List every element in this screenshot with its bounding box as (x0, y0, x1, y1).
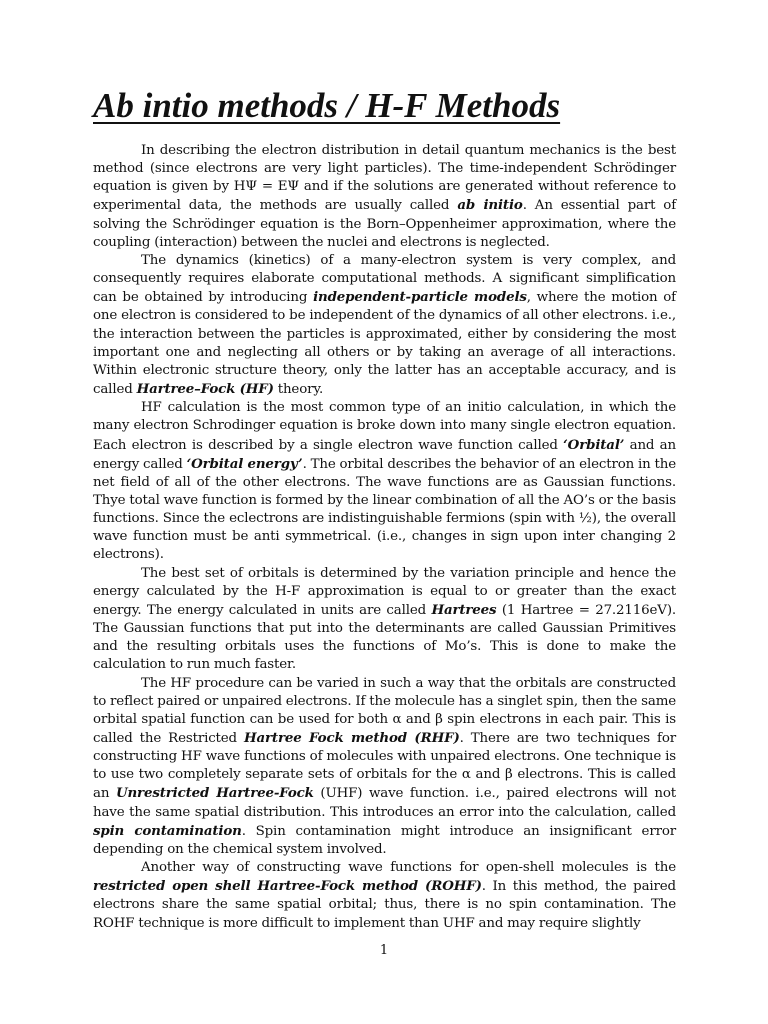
emphasized-term: Hartree–Fock (HF) (136, 381, 274, 398)
paragraph (93, 859, 676, 933)
text-run: . There are two techniques for constructing HF wave functions of molecules with unpaired electrons. One technique is to use two completely separate sets of orbitals for the α and β electrons. This is called an (93, 731, 676, 802)
emphasized-term: ‘Orbital energy’ (186, 455, 303, 472)
emphasized-term: Hartree Fock method (RHF) (244, 730, 460, 746)
page-number: 1 (379, 943, 389, 958)
emphasized-term: Unrestricted Hartree-Fock (115, 785, 314, 802)
text-run: . An essential part of solving the Schrödinger equation is the Born–Oppenheimer approximation, where the coupling (interaction) between the nuclei and electrons is neglected. (93, 198, 677, 250)
emphasized-term: Hartrees (431, 601, 497, 618)
emphasized-term: restricted open shell Hartree-Fock method (ROHF) (93, 878, 482, 895)
text-run: . The orbital describes the behavior of an electron in the net field of all of the other electrons. The wave functions are as Gaussian functions. Thye total wave function is formed by the linear combination of all the AO’s or the basis functions. Since the eclectrons are indistinguishable fermions (spin with ½), the overall wave function must be anti symmetrical. (i.e., changes in sign upon inter changing 2 electrons). (93, 456, 676, 563)
text-run: , where the motion of one electron is considered to be independent of the dynamics of all other electrons. i.e., the interaction between the particles is approximated, either by considering the most important one and neglecting all others or by taking an average of all interactions. Within electronic structure theory, only the latter has an acceptable accuracy, and is called (93, 290, 676, 398)
document-body (93, 142, 676, 933)
text-run: The best set of orbitals is determined by the variation principle and hence the energy calculated by the H-F approximation is equal to or greater than the exact energy. The energy calculated in units are called (93, 565, 676, 618)
text-run: HF calculation is the most common type of an initio calculation, in which the many electron Schrodinger equation is broke down into many single electron equation. Each electron is described by a single electron wave function called (93, 400, 676, 453)
text-run: The HF procedure can be varied in such a way that the orbitals are constructed to reflect paired or unpaired electrons. If the molecule has a singlet spin, then the same orbital spatial function can be used for both α and β spin electrons in each pair. This is called the Restricted (93, 675, 677, 746)
text-run: In describing the electron distribution in detail quantum mechanics is the best method (since electrons are very light particles). The time-independent Schrödinger equation is given by HΨ = EΨ and if the solutions are generated without reference to experimental data, the methods are usually called (93, 143, 676, 214)
emphasized-term: independent-particle models (313, 289, 527, 306)
emphasized-term: ‘Orbital’ (563, 436, 625, 453)
text-run: Another way of constructing wave functions for open-shell molecules is the (141, 860, 676, 876)
page-title: Ab intio methods / H-F Methods (93, 86, 561, 125)
paragraph (93, 142, 676, 252)
emphasized-term: ab initio (457, 197, 523, 214)
text-run: The dynamics (kinetics) of a many-electron system is very complex, and consequently requires elaborate computational methods. A significant simplification can be obtained by introducing (93, 252, 676, 306)
text-run: . Spin contamination might introduce an insignificant error depending on the chemical system involved. (93, 823, 676, 857)
text-run: (UHF) wave function. i.e., paired electrons will not have the same spatial distribution. This introduces an error into the calculation, called (93, 786, 676, 820)
text-run: . In this method, the paired electrons share the same spatial orbital; thus, there is no spin contamination. The ROHF technique is more difficult to implement than UHF and may require slightly (93, 879, 676, 931)
paragraph (93, 565, 676, 675)
paragraph (93, 675, 676, 860)
text-run: theory. (273, 382, 324, 398)
paragraph (93, 399, 676, 564)
text-run: (1 Hartree = 27.2116eV). The Gaussian functions that put into the determinants are called Gaussian Primitives and the resulting orbitals uses the functions of Mo’s. This is done to make the calculation to run much faster. (93, 602, 676, 673)
emphasized-term: spin contamination (93, 822, 242, 839)
text-run: and an energy called (93, 437, 676, 472)
paragraph (93, 252, 676, 399)
